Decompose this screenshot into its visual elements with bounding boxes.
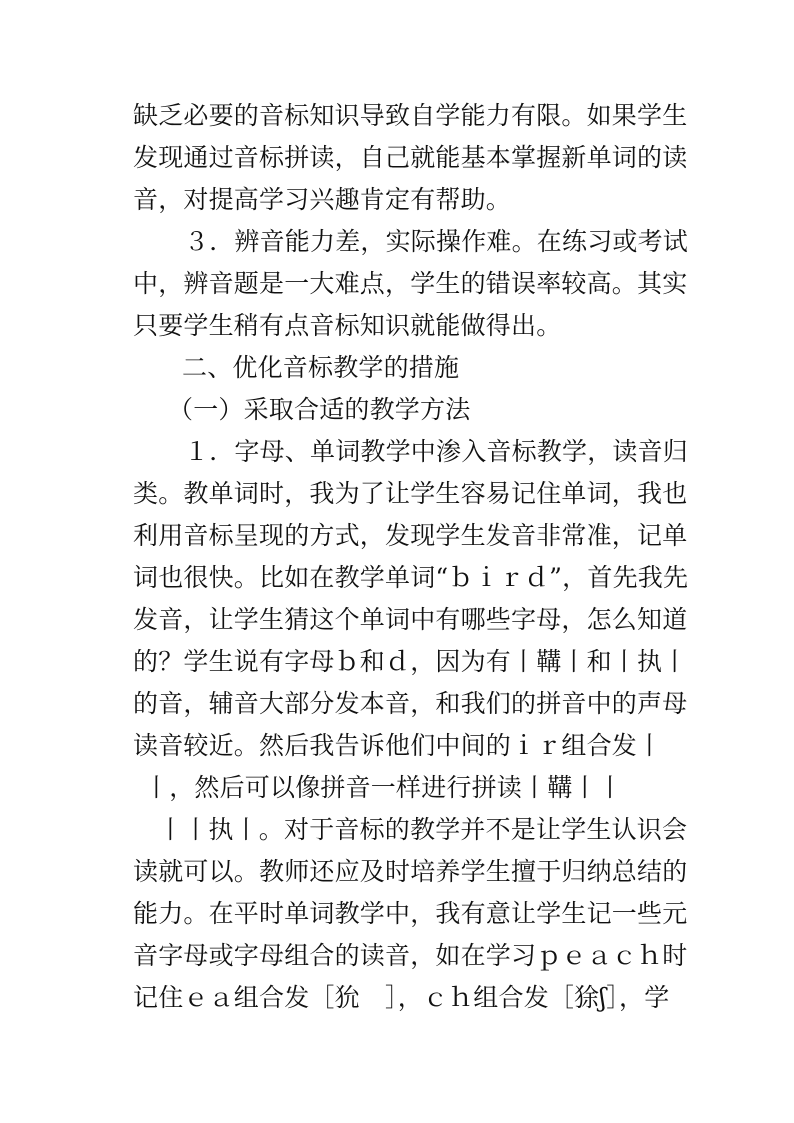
text-line: 利用音标呈现的方式，发现学生发音非常准，记单 (133, 521, 688, 550)
text-line: 发音，让学生猜这个单词中有哪些字母，怎么知道 (133, 605, 688, 634)
text-line: ３．辨音能力差，实际操作难。在练习或考试 (184, 227, 689, 256)
text-line: 记住ｅａ组合发［狁 ］，ｃｈ组合发［狳ʃ］，学 (133, 983, 670, 1012)
text-line: 类。教单词时，我为了让学生容易记住单词，我也 (133, 479, 688, 508)
text-line: 只要学生稍有点音标知识就能做得出。 (133, 311, 562, 340)
text-line: 读就可以。教师还应及时培养学生擅于归纳总结的 (133, 857, 688, 886)
text-line: 丨，然后可以像拼音一样进行拼读丨鞲丨丨 (144, 773, 623, 802)
subsection-heading: （一）采取合适的教学方法 (168, 395, 471, 424)
text-line: 丨丨执丨。对于音标的教学并不是让学生认识会 (158, 815, 688, 844)
text-line: 能力。在平时单词教学中，我有意让学生记一些元 (133, 899, 688, 928)
text-line: 音，对提高学习兴趣肯定有帮助。 (133, 185, 512, 214)
text-line: 读音较近。然后我告诉他们中间的ｉｒ组合发丨 (133, 731, 663, 760)
section-heading: 二、优化音标教学的措施 (182, 353, 460, 382)
text-line: 缺乏必要的音标知识导致自学能力有限。如果学生 (133, 101, 688, 130)
text-line: 音字母或字母组合的读音，如在学习ｐｅａｃｈ时 (133, 941, 688, 970)
text-line: 发现通过音标拼读，自己就能基本掌握新单词的读 (133, 143, 688, 172)
text-line: １．字母、单词教学中渗入音标教学，读音归 (184, 437, 689, 466)
text-line: 的？学生说有字母ｂ和ｄ，因为有丨鞲丨和丨执丨 (133, 647, 688, 676)
text-line: 的音，辅音大部分发本音，和我们的拼音中的声母 (133, 689, 688, 718)
text-line: 词也很快。比如在教学单词“ｂｉｒｄ”，首先我先 (133, 563, 689, 592)
text-line: 中，辨音题是一大难点，学生的错误率较高。其实 (133, 269, 688, 298)
